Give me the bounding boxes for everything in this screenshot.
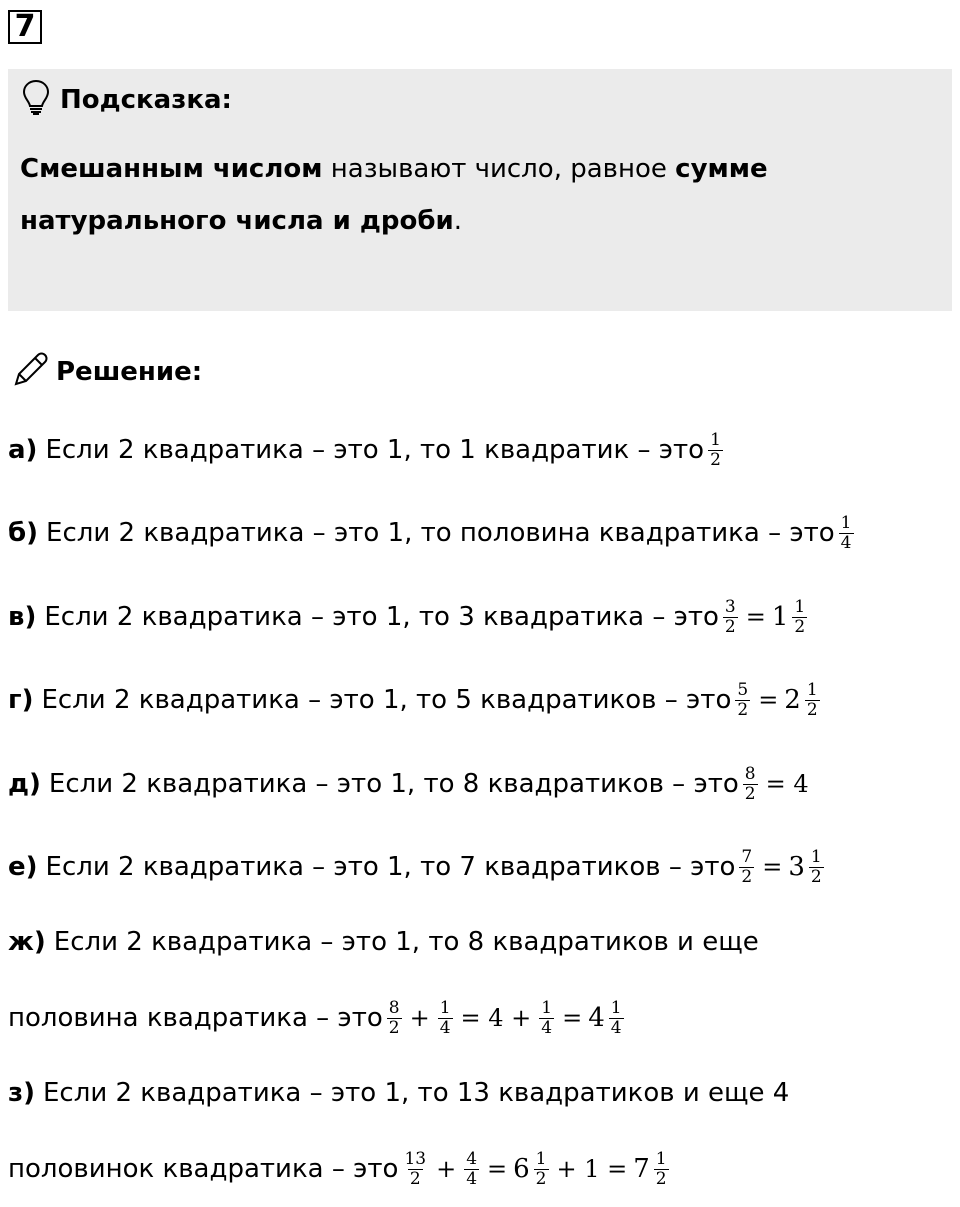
whole-part: 1 bbox=[771, 602, 789, 632]
pencil-icon bbox=[10, 350, 50, 394]
solution-line-v bbox=[8, 589, 811, 645]
hint-box bbox=[8, 69, 952, 311]
hint-header bbox=[22, 81, 232, 119]
item-text: Если 2 квадратика – это 1, то 7 квадратиков – это bbox=[45, 852, 736, 882]
solution-line-zh-1 bbox=[8, 914, 759, 970]
item-text: половина квадратика – это bbox=[8, 1003, 383, 1033]
hint-term: Смешанным числом bbox=[20, 154, 323, 184]
fraction: $\frac{1}{2}$ bbox=[535, 1148, 547, 1189]
item-label: в) bbox=[8, 602, 37, 632]
plus-sign: + bbox=[436, 1155, 457, 1183]
solution-title: Решение: bbox=[56, 357, 203, 387]
solution-line-b bbox=[8, 505, 858, 561]
hint-title: Подсказка: bbox=[60, 85, 232, 115]
fraction: $\frac{1}{2}$ bbox=[810, 846, 822, 887]
hint-text-part: называют число, равное bbox=[322, 154, 676, 184]
solution-line-d bbox=[8, 756, 813, 812]
fraction: $\frac{1}{4}$ bbox=[541, 997, 553, 1038]
whole-part: 2 bbox=[784, 685, 801, 715]
hint-text bbox=[20, 143, 940, 247]
hint-bold-definition: натурального числа и дроби bbox=[20, 206, 454, 236]
equals-sign: = bbox=[762, 853, 783, 881]
equals-sign: = bbox=[758, 686, 779, 714]
fraction: $\frac{7}{2}$ bbox=[741, 846, 753, 887]
item-label: д) bbox=[8, 769, 41, 799]
item-text: Если 2 квадратика – это 1, то 8 квадратиков и еще bbox=[53, 927, 759, 957]
whole-part: 3 bbox=[788, 852, 805, 882]
item-text: Если 2 квадратика – это 1, то 3 квадратика – это bbox=[44, 602, 719, 632]
fraction: $\frac{1}{2}$ bbox=[794, 596, 806, 637]
solution-line-zh-2 bbox=[8, 990, 628, 1046]
item-label: е) bbox=[8, 852, 38, 882]
equals-expression: = 4 + bbox=[460, 1004, 532, 1032]
fraction: $\frac{5}{2}$ bbox=[737, 679, 749, 720]
hint-period: . bbox=[453, 206, 462, 236]
plus-sign: + bbox=[409, 1004, 430, 1032]
fraction: $\frac{3}{2}$ bbox=[724, 596, 736, 637]
item-text: Если 2 квадратика – это 1, то 8 квадратиков – это bbox=[48, 769, 739, 799]
equals-sign: = bbox=[745, 603, 766, 631]
task-number: 7 bbox=[8, 10, 42, 44]
fraction: $\frac{1}{2}$ bbox=[806, 679, 818, 720]
solution-line-a bbox=[8, 422, 727, 478]
equals-sign: = bbox=[562, 1004, 583, 1032]
fraction: $\frac{8}{2}$ bbox=[744, 763, 756, 804]
item-text: Если 2 квадратика – это 1, то половина квадратика – это bbox=[46, 518, 835, 548]
fraction: $\frac{1}{2}$ bbox=[710, 429, 721, 470]
equals-sign: = bbox=[487, 1155, 508, 1183]
fraction: $\frac{1}{4}$ bbox=[610, 997, 622, 1038]
whole-part: 6 bbox=[513, 1154, 530, 1184]
lightbulb-icon bbox=[22, 79, 50, 121]
solution-line-g bbox=[8, 672, 824, 728]
solution-header bbox=[10, 350, 202, 394]
solution-line-z-2 bbox=[8, 1141, 673, 1197]
item-label: ж) bbox=[8, 927, 46, 957]
fraction: $\frac{13}{2}$ bbox=[404, 1148, 427, 1189]
fraction: $\frac{1}{4}$ bbox=[840, 512, 852, 553]
solution-line-e bbox=[8, 839, 828, 895]
item-text: половинок квадратика – это bbox=[8, 1154, 399, 1184]
plus-expression: + 1 = bbox=[556, 1155, 628, 1183]
item-label: б) bbox=[8, 518, 39, 548]
whole-part: 7 bbox=[633, 1154, 650, 1184]
item-text: Если 2 квадратика – это 1, то 13 квадратиков и еще 4 bbox=[43, 1078, 790, 1108]
item-label: г) bbox=[8, 685, 34, 715]
hint-bold-sum: сумме bbox=[675, 154, 768, 184]
solution-line-z-1 bbox=[8, 1065, 789, 1121]
item-label: з) bbox=[8, 1078, 35, 1108]
fraction: $\frac{4}{4}$ bbox=[466, 1148, 478, 1189]
item-label: а) bbox=[8, 435, 38, 465]
fraction: $\frac{8}{2}$ bbox=[388, 997, 400, 1038]
fraction: $\frac{1}{2}$ bbox=[655, 1148, 667, 1189]
fraction: $\frac{1}{4}$ bbox=[439, 997, 451, 1038]
equals-result: = 4 bbox=[765, 770, 809, 798]
item-text: Если 2 квадратика – это 1, то 5 квадратиков – это bbox=[41, 685, 732, 715]
whole-part: 4 bbox=[588, 1003, 605, 1033]
item-text: Если 2 квадратика – это 1, то 1 квадратик – это bbox=[45, 435, 705, 465]
